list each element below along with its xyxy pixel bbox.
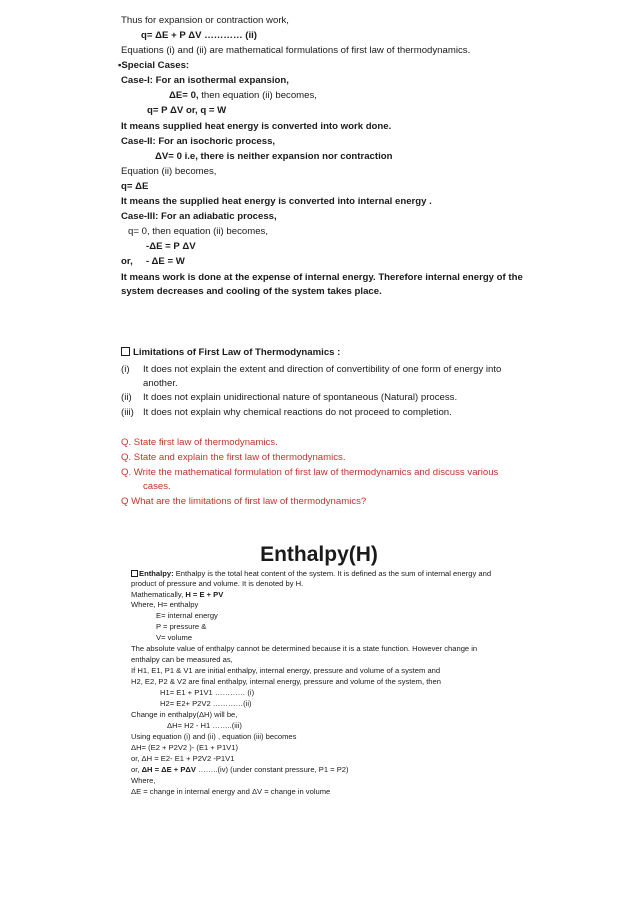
case-3-heading: Case-III: For an adiabatic process, <box>121 211 277 222</box>
enthalpy-equation: H = E + PV <box>185 590 224 599</box>
special-cases-heading: ▪Special Cases: <box>118 60 190 71</box>
initial-state-line: If H1, E1, P1 & V1 are initial enthalpy, internal energy, pressure and volume of a system and <box>131 666 441 675</box>
delta-e-zero: ΔE= 0, <box>169 90 199 101</box>
enthalpy-title: Enthalpy(H) <box>260 543 378 566</box>
case-2-equation: q= ΔE <box>121 181 149 192</box>
enthalpy-def-text: Enthalpy is the total heat content of the system. It is defined as the sum of internal energy and <box>175 569 492 578</box>
final-note: ……..(iv) (under constant pressure, P1 = P2) <box>198 765 349 774</box>
case-1-meaning: It means supplied heat energy is converted into work done. <box>121 121 392 132</box>
case-3-condition: q= 0, then equation (ii) becomes, <box>128 226 268 237</box>
derivation-step-2: or, ΔH = E2- E1 + P2V2 -P1V1 <box>131 754 235 763</box>
limitation-item: It does not explain why chemical reactions do not proceed to completion. <box>143 407 452 418</box>
derivation-step-1: ΔH= (E2 + P2V2 )- (E1 + P1V1) <box>131 743 239 752</box>
var-p: P = pressure & <box>156 622 207 631</box>
text-line: Equation (ii) becomes, <box>121 166 217 177</box>
enthalpy-final-equation: ΔH = ΔE + PΔV <box>141 765 196 774</box>
definitions-line: ΔE = change in internal energy and ΔV = change in volume <box>131 787 331 796</box>
var-e: E= internal energy <box>156 611 218 620</box>
case-3-meaning-2: system decreases and cooling of the system takes place. <box>121 286 382 297</box>
final-state-line: H2, E2, P2 & V2 are final enthalpy, internal energy, pressure and volume of the system, then <box>131 677 441 686</box>
where-line-2: Where, <box>131 776 156 785</box>
enthalpy-definition <box>131 569 491 579</box>
or-label: or, <box>131 765 140 774</box>
question-1: Q. State first law of thermodynamics. <box>121 437 278 448</box>
limitation-item: It does not explain unidirectional nature of spontaneous (Natural) process. <box>143 392 458 403</box>
limitation-item-cont: another. <box>143 378 178 389</box>
case-1-heading: Case-I: For an isothermal expansion, <box>121 75 289 86</box>
text-line: Equations (i) and (ii) are mathematical formulations of first law of thermodynamics. <box>121 45 471 56</box>
derivation-final <box>131 765 349 775</box>
case-2-condition: ΔV= 0 i.e, there is neither expansion nor contraction <box>155 151 393 162</box>
case-3-equation: -ΔE = P ΔV <box>146 241 196 252</box>
or-label: or, <box>121 256 133 267</box>
equation-iii: ΔH= H2 - H1 ……..(iii) <box>167 721 242 730</box>
question-2: Q. State and explain the first law of thermodynamics. <box>121 452 346 463</box>
checkbox-bullet-icon <box>121 347 130 356</box>
checkbox-bullet-icon <box>131 570 138 577</box>
using-line: Using equation (i) and (ii) , equation (iii) becomes <box>131 732 297 741</box>
mathematically-line <box>131 590 223 600</box>
case-2-heading: Case-II: For an isochoric process, <box>121 136 276 147</box>
enthalpy-def-cont: product of pressure and volume. It is denoted by H. <box>131 579 304 588</box>
absolute-value-1: The absolute value of enthalpy cannot be determined because it is a state function. However change in <box>131 644 478 653</box>
question-3: Q. Write the mathematical formulation of first law of thermodynamics and discuss various <box>121 467 499 478</box>
text-line: Thus for expansion or contraction work, <box>121 15 289 26</box>
case-1-equation: q= P ΔV or, q = W <box>147 105 227 116</box>
equation-ii-enthalpy: H2= E2+ P2V2 …………(ii) <box>160 699 252 708</box>
case-1-condition <box>169 90 317 102</box>
change-line: Change in enthalpy(ΔH) will be, <box>131 710 238 719</box>
equation-ii: q= ΔE + P ΔV ………… (ii) <box>141 30 257 41</box>
equation-i: H1= E1 + P1V1 ………… (i) <box>160 688 255 697</box>
limitations-heading-text: Limitations of First Law of Thermodynamics : <box>133 347 341 358</box>
limitation-num: (ii) <box>121 392 132 403</box>
math-label: Mathematically, <box>131 590 184 599</box>
limitation-num: (iii) <box>121 407 134 418</box>
case-3-equation-2: - ΔE = W <box>146 256 185 267</box>
case-1-condition-rest: then equation (ii) becomes, <box>201 90 317 101</box>
case-3-meaning-1: It means work is done at the expense of internal energy. Therefore internal energy of the <box>121 272 523 283</box>
where-line: Where, H= enthalpy <box>131 600 199 609</box>
enthalpy-def-label: Enthalpy: <box>139 569 174 578</box>
question-3-cont: cases. <box>143 481 171 492</box>
question-4: Q What are the limitations of first law of thermodynamics? <box>121 496 367 507</box>
absolute-value-2: enthalpy can be measured as, <box>131 655 233 664</box>
limitations-heading <box>121 347 340 359</box>
var-v: V= volume <box>156 633 193 642</box>
case-2-meaning: It means the supplied heat energy is converted into internal energy . <box>121 196 432 207</box>
limitation-num: (i) <box>121 364 130 375</box>
limitation-item: It does not explain the extent and direction of convertibility of one form of energy into <box>143 364 502 375</box>
